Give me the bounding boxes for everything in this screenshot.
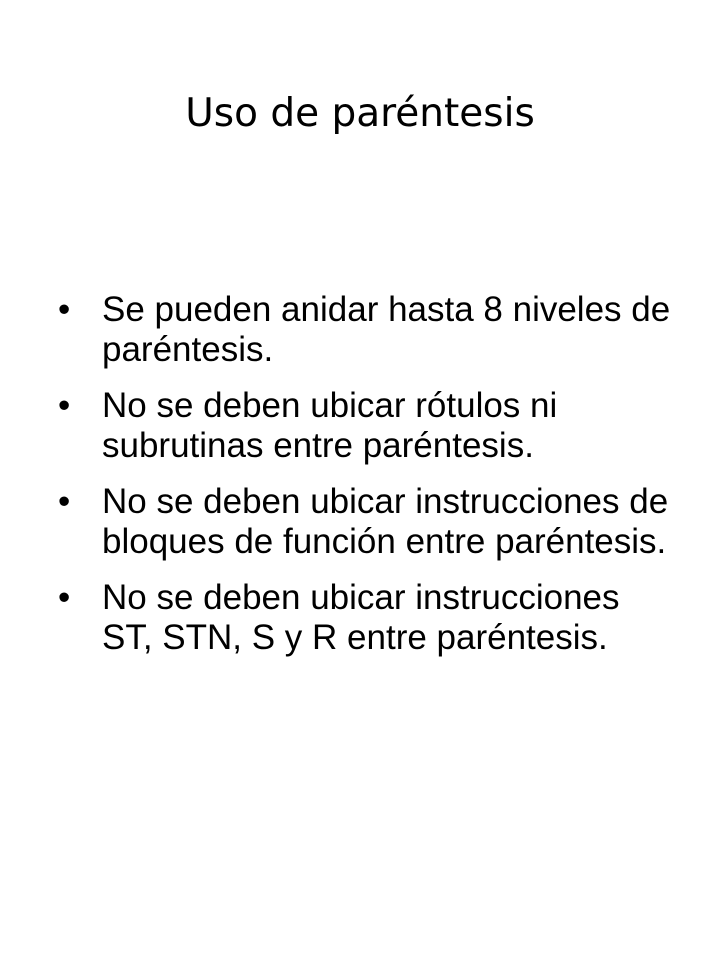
bullet-item xyxy=(58,290,678,370)
bullet-item xyxy=(58,386,678,466)
bullet-text: No se deben ubicar instrucciones de bloques de función entre paréntesis. xyxy=(102,482,669,561)
bullet-dot-icon: • xyxy=(58,482,71,521)
slide-title: Uso de paréntesis xyxy=(185,91,535,136)
bullet-dot-icon: • xyxy=(58,386,71,425)
bullet-dot-icon: • xyxy=(58,290,71,329)
bullet-dot-icon: • xyxy=(58,578,71,617)
bullet-item xyxy=(58,482,678,562)
bullet-text: No se deben ubicar rótulos ni subrutinas entre paréntesis. xyxy=(102,386,558,465)
bullet-item xyxy=(58,578,678,658)
bullet-text: Se pueden anidar hasta 8 niveles de paréntesis. xyxy=(102,290,671,369)
bullet-list xyxy=(58,290,678,674)
bullet-text: No se deben ubicar instrucciones ST, STN, S y R entre paréntesis. xyxy=(102,578,620,657)
